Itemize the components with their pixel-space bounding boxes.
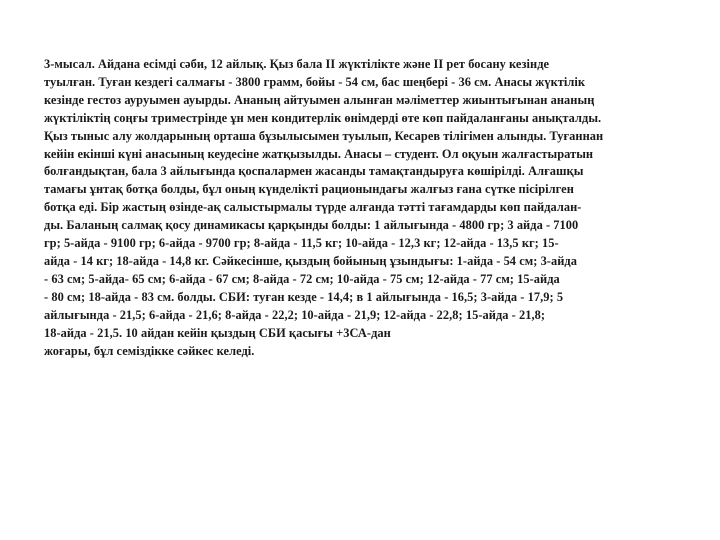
text-line: кейін екінші күні анасының кеудесіне жатқызылды. Анасы – студент. Ол оқуын жалғастыратын [44, 146, 594, 161]
text-line: ды. Баланың салмақ қосу динамикасы қарқынды болды: 1 айлығында - 4800 гр; 3 айда - 7100 [44, 218, 579, 233]
text-line: Қыз тыныс алу жолдарының орташа бұзылысымен туылып, Кесарев тілігімен алынды. Туғаннан [44, 128, 604, 143]
text-line: тамағы ұнтақ ботқа болды, бұл оның күнделікті рационындағы жалғыз ғана сүтке пісірілген [44, 182, 574, 197]
text-line: 3-мысал. Айдана есімді сәби, 12 айлық. Қыз бала ІІ жүктілікте және ІІ рет босану кезінде [44, 57, 550, 71]
text-line: 18-айда - 21,5. 10 айдан кейін қыздың СБИ қасығы +3СА-дан [44, 325, 391, 340]
text-line: айда - 14 кг; 18-айда - 14,8 кг. Сәйкесінше, қыздың бойының ұзындығы: 1-айда - 54 см; 3-айда [44, 253, 577, 268]
text-line: жүктіліктің соңғы триместрінде ұн мен кондитерлік өнімдерді өте көп пайдаланғаны анықталды. [44, 110, 602, 125]
text-line: айлығында - 21,5; 6-айда - 21,6; 8-айда - 22,2; 10-айда - 21,9; 12-айда - 22,8; 15-айда - 21,8; [44, 307, 546, 322]
example-text-block [44, 56, 684, 360]
text-line: гр; 5-айда - 9100 гр; 6-айда - 9700 гр; 8-айда - 11,5 кг; 10-айда - 12,3 кг; 12-айда - 13,5 кг; 15- [44, 236, 559, 251]
text-line: ботқа еді. Бір жастың өзінде-ақ салыстырмалы түрде алғанда тәтті тағамдарды көп пайдалан- [44, 200, 582, 215]
text-line: кезінде гестоз ауруымен ауырды. Ананың айтуымен алынған мәліметтер жиынтығынан ананың [44, 92, 595, 107]
text-line: - 63 см; 5-айда- 65 см; 6-айда - 67 см; 8-айда - 72 см; 10-айда - 75 см; 12-айда - 77 см; 15-айда [44, 271, 560, 286]
text-line: болғандықтан, бала 3 айлығында қоспалармен жасанды тамақтандыруға көшірілді. Алғашқы [44, 164, 584, 179]
text-line: жоғары, бұл семіздікке сәйкес келеді. [44, 343, 255, 358]
text-line: - 80 см; 18-айда - 83 см. болды. СБИ: туған кезде - 14,4; в 1 айлығында - 16,5; 3-айда - 17,9; 5 [44, 289, 564, 304]
text-line: туылған. Туған кездегі салмағы - 3800 грамм, бойы - 54 см, бас шеңбері - 36 см. Анасы жүктілік [44, 74, 586, 89]
